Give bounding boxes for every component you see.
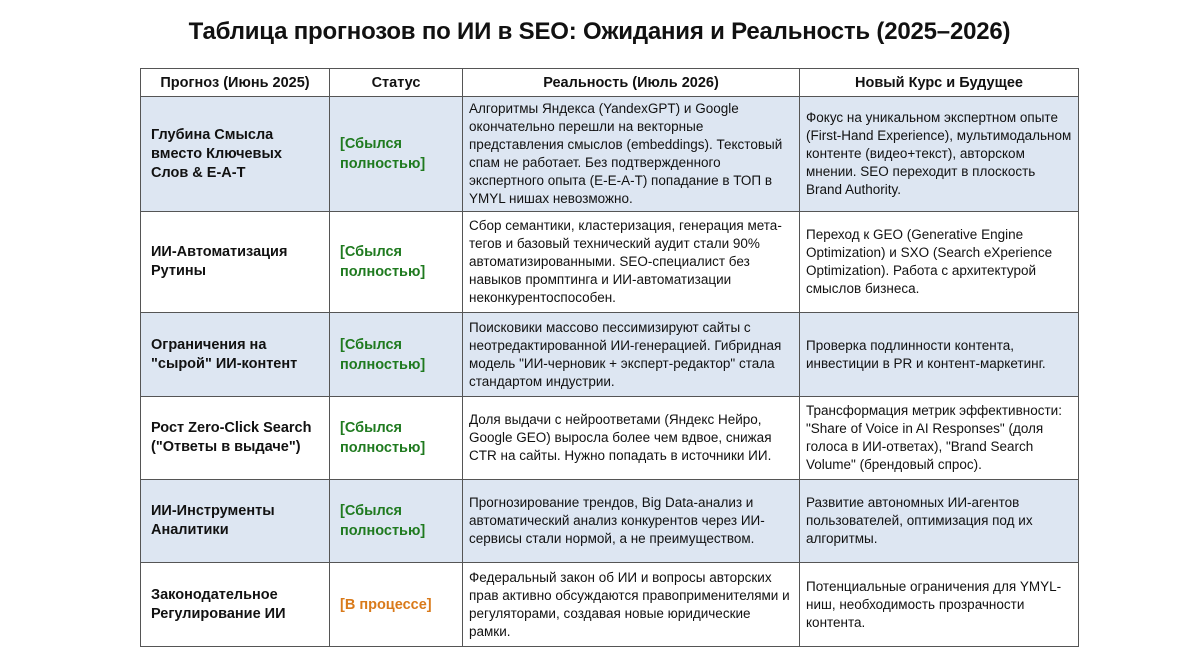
page-title: Таблица прогнозов по ИИ в SEO: Ожидания и Реальность (2025–2026) (188, 18, 1011, 45)
status-badge: [Сбылся полностью] (330, 397, 463, 480)
reality-cell: Доля выдачи с нейроответами (Яндекс Нейро, Google GEO) выросла более чем вдвое, снижая CTR на сайты. Нужно попадать в источники ИИ. (463, 397, 800, 480)
future-cell: Трансформация метрик эффективности: "Share of Voice in AI Responses" (доля голоса в ИИ-ответах), "Brand Search Volume" (брендовый спрос). (800, 397, 1079, 480)
table-row (141, 397, 1079, 480)
reality-cell: Прогнозирование трендов, Big Data-анализ и автоматический анализ конкурентов через ИИ-сервисы стали нормой, а не преимуществом. (463, 480, 800, 563)
header-reality: Реальность (Июль 2026) (463, 69, 800, 97)
reality-cell: Сбор семантики, кластеризация, генерация мета-тегов и базовый технический аудит стали 90% автоматизированными. SEO-специалист без навыков промптинга и ИИ-автоматизации неконкурентоспособен. (463, 212, 800, 313)
future-cell: Потенциальные ограничения для YMYL-ниш, необходимость прозрачности контента. (800, 563, 1079, 647)
table-row (141, 313, 1079, 397)
status-badge: [Сбылся полностью] (330, 480, 463, 563)
forecast-cell: ИИ-Автоматизация Рутины (141, 212, 330, 313)
forecast-cell: Глубина Смысла вместо Ключевых Слов & E-A-T (141, 97, 330, 212)
reality-cell: Алгоритмы Яндекса (YandexGPT) и Google окончательно перешли на векторные представления смыслов (embeddings). Текстовый спам не работает. Без подтвержденного экспертного опыта (E-E-A-T) попадание в ТОП в YMYL нишах невозможно. (463, 97, 800, 212)
table-header-row (141, 69, 1079, 97)
table-row (141, 480, 1079, 563)
future-cell: Переход к GEO (Generative Engine Optimization) и SXO (Search eXperience Optimization). Работа с архитектурой смыслов бизнеса. (800, 212, 1079, 313)
forecast-cell: Рост Zero-Click Search ("Ответы в выдаче") (141, 397, 330, 480)
status-badge: [Сбылся полностью] (330, 212, 463, 313)
forecast-cell: Ограничения на "сырой" ИИ-контент (141, 313, 330, 397)
table-row (141, 97, 1079, 212)
forecast-cell: Законодательное Регулирование ИИ (141, 563, 330, 647)
future-cell: Проверка подлинности контента, инвестиции в PR и контент-маркетинг. (800, 313, 1079, 397)
status-badge: [Сбылся полностью] (330, 313, 463, 397)
forecast-table (140, 68, 1079, 647)
reality-cell: Поисковики массово пессимизируют сайты с неотредактированной ИИ-генерацией. Гибридная модель "ИИ-черновик + эксперт-редактор" стала стандартом индустрии. (463, 313, 800, 397)
header-status: Статус (330, 69, 463, 97)
status-badge: [В процессе] (330, 563, 463, 647)
future-cell: Развитие автономных ИИ-агентов пользователей, оптимизация под их алгоритмы. (800, 480, 1079, 563)
header-forecast: Прогноз (Июнь 2025) (141, 69, 330, 97)
future-cell: Фокус на уникальном экспертном опыте (First-Hand Experience), мультимодальном контенте (видео+текст), авторском мнении. SEO переходит в плоскость Brand Authority. (800, 97, 1079, 212)
status-badge: [Сбылся полностью] (330, 97, 463, 212)
table-row (141, 212, 1079, 313)
reality-cell: Федеральный закон об ИИ и вопросы авторских прав активно обсуждаются правоприменителями и регуляторами, создавая новые юридические рамки. (463, 563, 800, 647)
header-future: Новый Курс и Будущее (800, 69, 1079, 97)
forecast-cell: ИИ-Инструменты Аналитики (141, 480, 330, 563)
table-row (141, 563, 1079, 647)
